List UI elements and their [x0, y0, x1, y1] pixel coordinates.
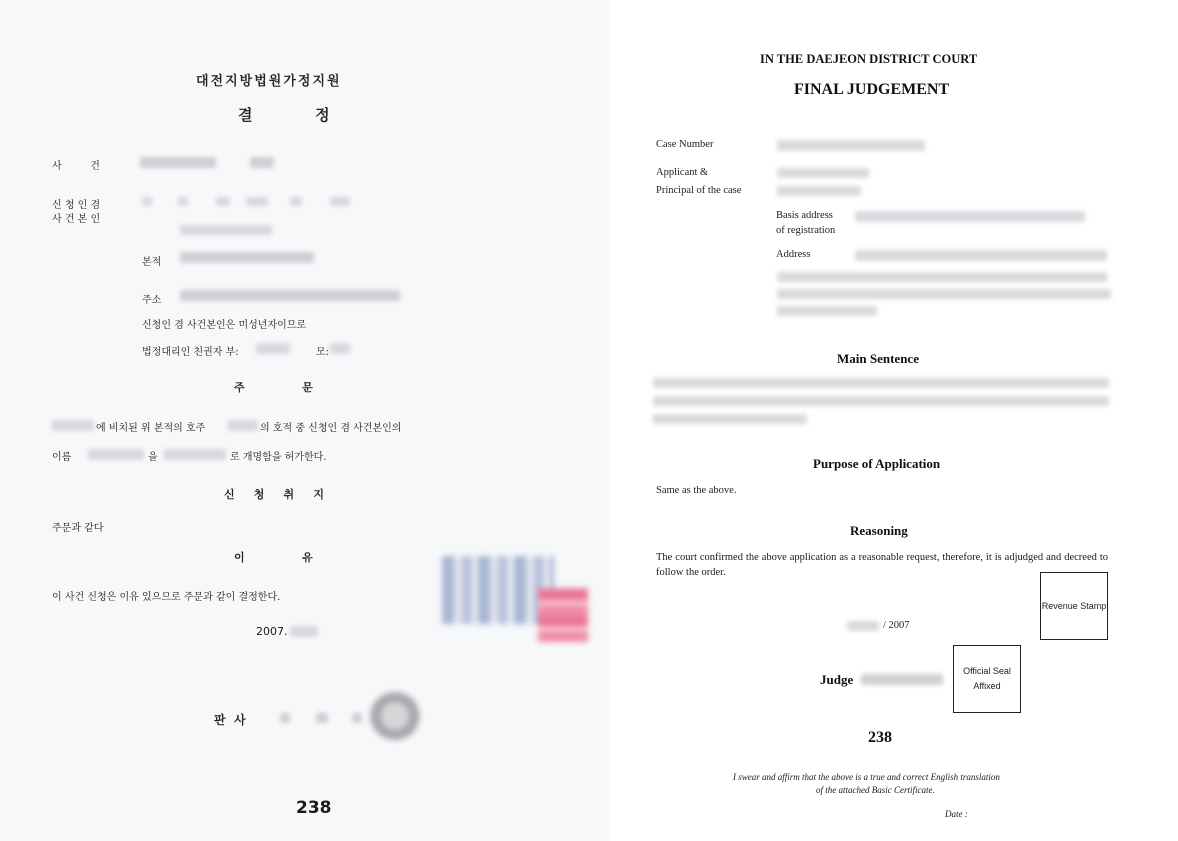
redacted-case-number — [140, 157, 216, 168]
redacted-case-number — [777, 140, 925, 151]
redacted-address-note — [777, 272, 1107, 282]
redacted-date — [290, 626, 318, 637]
redacted-date — [847, 621, 879, 631]
redacted-applicant-name — [777, 168, 869, 178]
redacted-judge-name — [316, 713, 328, 723]
korean-reason-text: 이 사건 신청은 이유 있으므로 주문과 같이 결정한다. — [52, 592, 281, 603]
english-page-number: 238 — [868, 729, 892, 746]
korean-registry-label: 본적 — [142, 257, 162, 268]
redacted-applicant-name — [178, 197, 188, 206]
redacted-new-name — [164, 449, 226, 460]
redacted-father-name — [256, 343, 290, 354]
korean-order-text-2c: 로 개명함을 허가한다. — [230, 452, 327, 463]
korean-document-title: 결 정 — [238, 106, 330, 124]
korean-applicant-label-2: 사 건 본 인 — [52, 214, 101, 225]
english-basis-label-2: of registration — [776, 225, 836, 236]
redacted-applicant-id — [180, 225, 272, 235]
affirmation-line-1: I swear and affirm that the above is a true and correct English translation — [733, 772, 1000, 782]
redacted-applicant-id — [777, 186, 861, 196]
redacted-old-name — [88, 449, 144, 460]
english-basis-label-1: Basis address — [776, 210, 833, 221]
korean-guardian-label: 법정대리인 친권자 부: — [142, 347, 239, 358]
english-purpose-text: Same as the above. — [656, 485, 737, 496]
official-seal-box: Official Seal Affixed — [953, 645, 1021, 713]
korean-address-label: 주소 — [142, 295, 162, 306]
redacted-case-type — [250, 157, 274, 168]
redacted-registry-address — [855, 211, 1085, 222]
affirmation-line-2: of the attached Basic Certificate. — [816, 785, 935, 795]
english-case-number-label: Case Number — [656, 139, 714, 150]
redacted-judge-name — [352, 713, 362, 723]
redacted-address-note — [777, 289, 1111, 299]
judge-seal-image — [370, 692, 420, 740]
korean-order-heading: 주 문 — [234, 381, 313, 394]
korean-reason-heading: 이 유 — [234, 551, 313, 564]
redacted-household-head — [228, 420, 258, 431]
korean-applicant-label-1: 신 청 인 겸 — [52, 200, 101, 211]
english-purpose-heading: Purpose of Application — [813, 456, 941, 471]
redacted-registry-office — [52, 420, 94, 431]
red-stamp-image — [538, 588, 588, 642]
korean-date: 2007. — [256, 625, 288, 638]
redacted-main-sentence — [653, 378, 1109, 388]
english-judge-label: Judge — [820, 672, 854, 687]
korean-minor-note: 신청인 겸 사건본인은 미성년자이므로 — [142, 320, 307, 331]
english-applicant-label-1: Applicant & — [656, 167, 709, 178]
korean-page-number: 238 — [296, 798, 332, 818]
redacted-address — [855, 250, 1107, 261]
redacted-judge-name — [280, 713, 290, 723]
redacted-main-sentence — [653, 414, 807, 424]
english-main-sentence-heading: Main Sentence — [837, 351, 919, 366]
english-reasoning-text: The court confirmed the above application as a reasonable request, therefore, it is adjudged and decreed to follow the order. — [656, 552, 1108, 578]
korean-order-text-2b: 을 — [148, 452, 158, 463]
korean-court-name: 대전지방법원가정지원 — [196, 74, 342, 89]
korean-order-text-1b: 의 호적 중 신청인 겸 사건본인의 — [260, 423, 402, 434]
english-document-title: FINAL JUDGEMENT — [794, 81, 950, 98]
redacted-judge-name — [861, 674, 943, 685]
korean-guardian-mother: 모: — [316, 347, 330, 358]
english-date-suffix: / 2007 — [883, 620, 910, 631]
redacted-main-sentence — [653, 396, 1109, 406]
english-address-label: Address — [776, 249, 811, 260]
korean-order-text-2a: 이름 — [52, 452, 72, 463]
korean-order-text-1a: 에 비치된 위 본적의 호주 — [96, 423, 206, 434]
redacted-applicant-name — [216, 197, 230, 206]
english-applicant-label-2: Principal of the case — [656, 185, 742, 196]
affirmation-date-label: Date : — [945, 809, 968, 819]
korean-judge-label: 판 사 — [214, 713, 246, 727]
korean-case-label: 사 건 — [52, 161, 100, 172]
redacted-applicant-name — [290, 197, 302, 206]
revenue-stamp-box: Revenue Stamp — [1040, 572, 1108, 640]
redacted-address — [180, 290, 400, 301]
english-translation-page — [625, 0, 1178, 841]
redacted-registry-address — [180, 252, 314, 263]
korean-purpose-heading: 신 청 취 지 — [224, 488, 324, 501]
redacted-applicant-name — [330, 197, 350, 206]
korean-purpose-text: 주문과 같다 — [52, 523, 104, 534]
redacted-applicant-name — [142, 197, 152, 206]
redacted-address-note — [777, 306, 877, 316]
redacted-applicant-name — [246, 197, 268, 206]
redacted-mother-name — [330, 343, 350, 354]
english-reasoning-heading: Reasoning — [850, 523, 908, 538]
english-court-name: IN THE DAEJEON DISTRICT COURT — [760, 52, 978, 66]
